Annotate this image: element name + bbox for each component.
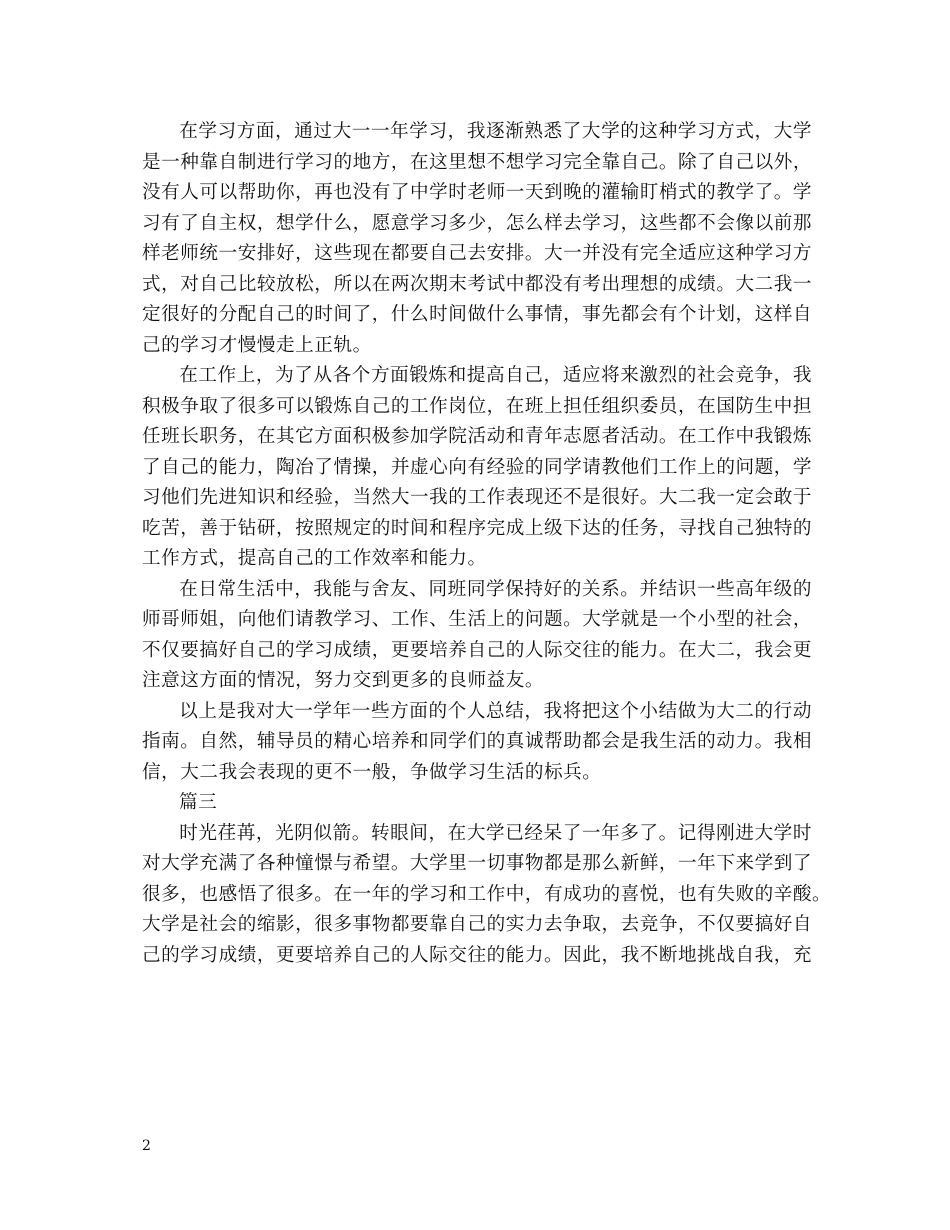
text-line: 己的学习成绩，更要培养自己的人际交往的能力。因此，我不断地挑战自我，充: [142, 944, 813, 966]
text-line: 在工作上，为了从各个方面锻炼和提高自己，适应将来激烈的社会竞争，我: [179, 365, 812, 386]
text-line: 对大学充满了各种憧憬与希望。大学里一切事物都是那么新鲜，一年下来学到了: [142, 853, 813, 874]
text-line: 信，大二我会表现的更不一般，争做学习生活的标兵。: [142, 761, 602, 783]
text-line: 习有了自主权，想学什么，愿意学习多少，怎么样去学习，这些都不会像以前那: [142, 212, 813, 234]
text-line: 定很好的分配自己的时间了，什么时间做什么事情，事先都会有个计划，这样自: [142, 304, 813, 325]
text-line: 工作方式，提高自己的工作效率和能力。: [142, 548, 487, 569]
text-line: 式，对自己比较放松，所以在两次期末考试中都没有考出理想的成绩。大二我一: [142, 273, 813, 295]
paragraph-work: [142, 361, 812, 575]
text-line: 很多，也感悟了很多。在一年的学习和工作中，有成功的喜悦，也有失败的辛酸。: [142, 883, 832, 905]
text-line: 不仅要搞好自己的学习成绩，更要培养自己的人际交往的能力。在大二，我会更: [142, 639, 813, 661]
text-line: 在日常生活中，我能与舍友、同班同学保持好的关系。并结识一些高年级的: [179, 578, 812, 600]
text-line: 吃苦，善于钻研，按照规定的时间和程序完成上级下达的任务，寻找自己独特的: [142, 517, 813, 539]
paragraph-study: [142, 117, 812, 361]
text-line: 以上是我对大一学年一些方面的个人总结，我将把这个小结做为大二的行动: [179, 700, 812, 722]
text-line: 注意这方面的情况，努力交到更多的良师益友。: [142, 670, 545, 691]
paragraph-summary: [142, 697, 812, 789]
text-line: 样老师统一安排好，这些现在都要自己去安排。大一并没有完全适应这种学习方: [142, 243, 813, 264]
paragraph-time-flies: [142, 819, 832, 972]
text-line: 师哥师姐，向他们请教学习、工作、生活上的问题。大学就是一个小型的社会，: [142, 609, 813, 630]
text-line: 积极争取了很多可以锻炼自己的工作岗位，在班上担任组织委员，在国防生中担: [142, 395, 813, 417]
document-body: [142, 117, 832, 971]
text-line: 时光荏苒，光阴似箭。转眼间，在大学已经呆了一年多了。记得刚进大学时: [179, 822, 812, 844]
text-line: 是一种靠自制进行学习的地方，在这里想不想学习完全靠自己。除了自己以外，: [142, 151, 813, 173]
text-line: 任班长职务，在其它方面积极参加学院活动和青年志愿者活动。在工作中我锻炼: [142, 426, 813, 447]
text-line: 己的学习才慢慢走上正轨。: [142, 334, 372, 356]
section-heading: 篇三: [179, 792, 218, 813]
text-line: 指南。自然，辅导员的精心培养和同学们的真诚帮助都会是我生活的动力。我相: [142, 731, 813, 752]
page-number: 2: [142, 1138, 151, 1154]
text-line: 在学习方面，通过大一一年学习，我逐渐熟悉了大学的这种学习方式，大学: [179, 121, 812, 142]
paragraph-daily-life: [142, 575, 812, 697]
text-line: 大学是社会的缩影，很多事物都要靠自己的实力去争取，去竞争，不仅要搞好自: [142, 914, 813, 935]
text-line: 没有人可以帮助你，再也没有了中学时老师一天到晚的灌输盯梢式的教学了。学: [142, 182, 813, 203]
text-line: 习他们先进知识和经验，当然大一我的工作表现还不是很好。大二我一定会敢于: [142, 487, 813, 508]
text-line: 了自己的能力，陶冶了情操，并虚心向有经验的同学请教他们工作上的问题，学: [142, 456, 813, 478]
